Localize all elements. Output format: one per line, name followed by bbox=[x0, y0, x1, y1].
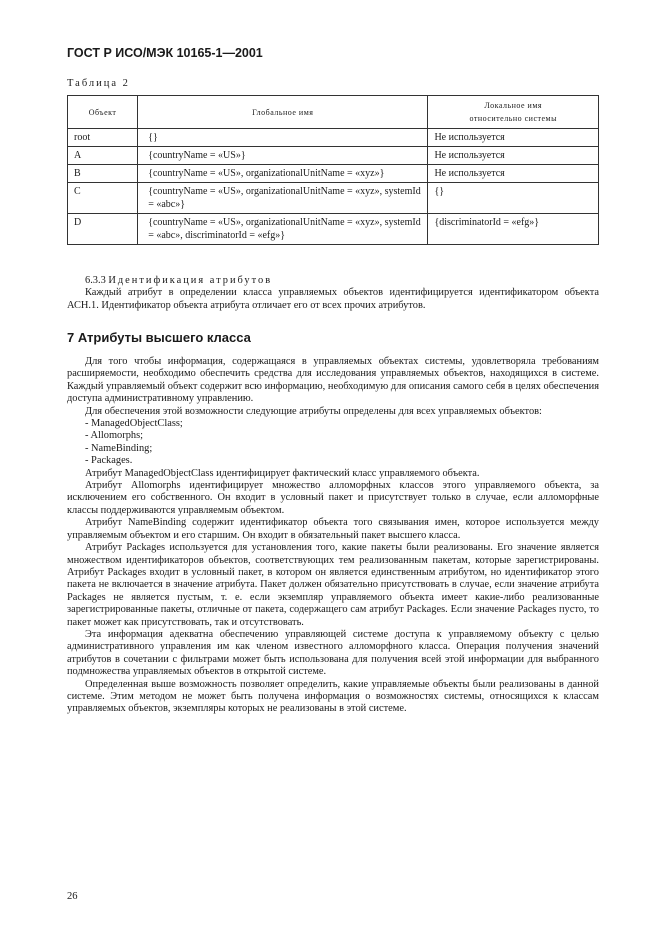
section-6-3-3-text: Каждый атрибут в определении класса управляемых объектов идентифицируется идентификатором объекта АСН.1. Идентификатор объекта атрибута отличает его от всех прочих атрибутов. bbox=[67, 287, 599, 311]
paragraph: Атрибут Packages используется для установления того, какие пакеты были реализованы. Его значение является множеством идентификаторов объектов, соответствующих тем реализованным пакетам, которые зарегистрированы. Атрибут Packages входит в условный пакет, в котором он является единственным атрибутом, но идентификатор этого пакета не включается в значение атрибута. Пакет должен обязательно присутствовать в случае, если значение атрибута Packages не является пустым, т. е. если экземпляр управляемого объекта имеет какие-либо реализованные зарегистрированные пакеты, отличные от пакета, содержащего сам атрибут Packages. Если значение Packages пусто, то пакет может как присутствовать, так и отсутствовать. bbox=[67, 542, 599, 628]
cell-local: {discriminatorId = «efg»} bbox=[428, 214, 599, 245]
paragraph: Атрибут Allomorphs идентифицирует множество алломорфных классов этого управляемого объекта, за исключением его собственного. Он входит в условный пакет и присутствует только в случае, если алломорфные классы поддерживаются управляемым объектом. bbox=[67, 480, 599, 516]
cell-local: Не используется bbox=[428, 147, 599, 165]
paragraph: Атрибут ManagedObjectClass идентифицирует фактический класс управляемого объекта. bbox=[85, 467, 480, 479]
table-caption: Таблица 2 bbox=[67, 78, 130, 89]
list-item: - Packages. bbox=[85, 455, 133, 467]
cell-global: {countryName = «US»} bbox=[138, 147, 428, 165]
paragraph: Для того чтобы информация, содержащаяся в управляемых объектах системы, удовлетворяла требованиям расширяемости, необходимо обеспечить средства для исследования управляемых объектов, находящихся в системе. Каждый управляемый объект содержит всю информацию, необходимую для описания самого себя в целях обеспечения доступа административному управлению. bbox=[67, 356, 599, 405]
paragraph: Для обеспечения этой возможности следующие атрибуты определены для всех управляемых объектов: bbox=[85, 405, 542, 417]
running-head: ГОСТ Р ИСО/МЭК 10165-1—2001 bbox=[67, 46, 263, 60]
cell-object: A bbox=[68, 147, 138, 165]
header-local-name: Локальное имя относительно системы bbox=[428, 96, 599, 129]
list-item: - ManagedObjectClass; bbox=[85, 418, 183, 430]
cell-global: {} bbox=[138, 129, 428, 147]
paragraph: Эта информация адекватна обеспечению управляющей системе доступа к управляемому объекту с целью административного управления им как членом известного алломорфного класса. Операция получения значений атрибутов в сочетании с фильтрами может быть использована для получения всей этой информации для выбранного подмножества управляемых объектов в открытой системе. bbox=[67, 628, 599, 678]
table-row bbox=[68, 183, 599, 214]
table-row bbox=[68, 147, 599, 165]
paragraph: Определенная выше возможность позволяет определить, какие управляемые объекты были реализованы в данной системе. Этим методом не может быть получена информация о возможностях системы, относящихся к классам управляемых объектов, экземпляры которых не реализованы в этой системе. bbox=[67, 678, 599, 715]
cell-local: Не используется bbox=[428, 165, 599, 183]
section-6-3-3 bbox=[67, 275, 599, 312]
page-number: 26 bbox=[67, 891, 78, 902]
table-header-row bbox=[68, 96, 599, 129]
table-row bbox=[68, 214, 599, 245]
cell-object: D bbox=[68, 214, 138, 245]
section-7-body bbox=[67, 356, 599, 716]
cell-local: {} bbox=[428, 183, 599, 214]
cell-local: Не используется bbox=[428, 129, 599, 147]
table-2 bbox=[67, 95, 599, 245]
header-object: Объект bbox=[68, 96, 138, 129]
section-6-3-3-heading: 6.3.3 Идентификация атрибутов bbox=[85, 275, 273, 286]
table-row bbox=[68, 165, 599, 183]
cell-object: C bbox=[68, 183, 138, 214]
list-item: - Allomorphs; bbox=[85, 430, 144, 442]
header-global-name: Глобальное имя bbox=[138, 96, 428, 129]
list-item: - NameBinding; bbox=[85, 442, 153, 454]
cell-global: {countryName = «US», organizationalUnitName = «xyz», systemId = «abc», discriminatorId = «efg»} bbox=[138, 214, 428, 245]
table-row bbox=[68, 129, 599, 147]
section-7-heading: 7 Атрибуты высшего класса bbox=[67, 330, 251, 345]
cell-object: B bbox=[68, 165, 138, 183]
cell-global: {countryName = «US», organizationalUnitName = «xyz»} bbox=[138, 165, 428, 183]
cell-global: {countryName = «US», organizationalUnitName = «xyz», systemId = «abc»} bbox=[138, 183, 428, 214]
paragraph: Атрибут NameBinding содержит идентификатор объекта того связывания имен, которое используется между управляемым объектом и его старшим. Он входит в обязательный пакет высшего класса. bbox=[67, 517, 599, 541]
cell-object: root bbox=[68, 129, 138, 147]
